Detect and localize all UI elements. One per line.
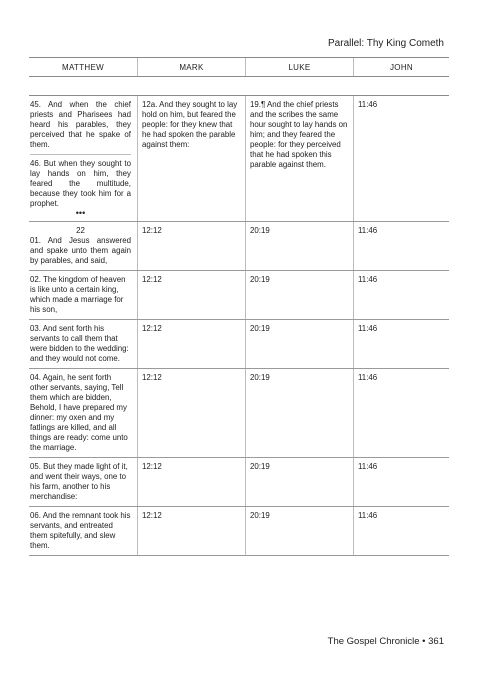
matthew-cell: 02. The kingdom of heaven is like unto a certain king, which made a marriage for his son,: [30, 275, 126, 314]
table-row: [29, 369, 449, 458]
mark-cell: 12:12: [137, 458, 245, 506]
table-row: [29, 271, 449, 320]
parallel-table: [29, 57, 449, 556]
john-cell: 11:46: [353, 271, 449, 319]
luke-cell: 20:19: [245, 369, 353, 457]
luke-cell: 20:19: [245, 222, 353, 270]
john-cell: 11:46: [353, 222, 449, 270]
mark-cell: 12a. And they sought to lay hold on him, but feared the people: for they knew that he had spoken the parable against them:: [137, 96, 245, 221]
verse-text: 45. And when the chief priests and Pharisees had heard his parables, they perceived that he spake of them.: [30, 100, 131, 149]
column-headers: [29, 57, 449, 77]
column-header-luke: LUKE: [245, 58, 353, 76]
column-header-john: JOHN: [353, 58, 449, 76]
column-header-matthew: MATTHEW: [62, 62, 104, 72]
mark-cell: 12:12: [137, 507, 245, 555]
luke-cell: 19.¶ And the chief priests and the scribes the same hour sought to lay hands on him; and they feared the people: for they perceived that he had spoken this parable against them.: [245, 96, 353, 221]
mark-cell: 12:12: [137, 222, 245, 270]
luke-cell: 20:19: [245, 320, 353, 368]
luke-cell: 20:19: [245, 271, 353, 319]
verse-text: 46. But when they sought to lay hands on him, they feared the multitude, because they took him for a prophet.: [30, 154, 131, 209]
ellipsis-mark: •••: [75, 208, 86, 218]
table-row: [29, 507, 449, 556]
matthew-cell: 03. And sent forth his servants to call them that were bidden to the wedding: and they would not come.: [30, 324, 129, 363]
john-cell: 11:46: [353, 369, 449, 457]
table-row: [29, 320, 449, 369]
matthew-cell: 04. Again, he sent forth other servants, saying, Tell them which are bidden, Behold, I have prepared my dinner: my oxen and my fatlings are killed, and all things are ready: come unto the marriage.: [30, 373, 128, 452]
table-row: [29, 96, 449, 222]
chapter-number: 22: [76, 226, 85, 235]
parallel-heading: Parallel: Thy King Cometh: [328, 38, 444, 49]
luke-cell: 20:19: [245, 507, 353, 555]
mark-cell: 12:12: [137, 369, 245, 457]
column-header-mark: MARK: [137, 58, 245, 76]
table-row: [29, 458, 449, 507]
john-cell: 11:46: [353, 320, 449, 368]
table-row: [29, 222, 449, 271]
header-spacer: [29, 77, 449, 96]
matthew-cell: 05. But they made light of it, and went their ways, one to his farm, another to his merchandise:: [30, 462, 128, 501]
john-cell: 11:46: [353, 96, 449, 221]
page-footer: The Gospel Chronicle • 361: [327, 636, 444, 647]
matthew-cell: [29, 96, 137, 221]
mark-cell: 12:12: [137, 320, 245, 368]
mark-cell: 12:12: [137, 271, 245, 319]
john-cell: 11:46: [353, 458, 449, 506]
matthew-cell: 06. And the remnant took his servants, and entreated them spitefully, and slew them.: [30, 511, 131, 550]
verse-text: 01. And Jesus answered and spake unto them again by parables, and said,: [30, 236, 131, 265]
john-cell: 11:46: [353, 507, 449, 555]
matthew-cell: [29, 222, 137, 270]
luke-cell: 20:19: [245, 458, 353, 506]
